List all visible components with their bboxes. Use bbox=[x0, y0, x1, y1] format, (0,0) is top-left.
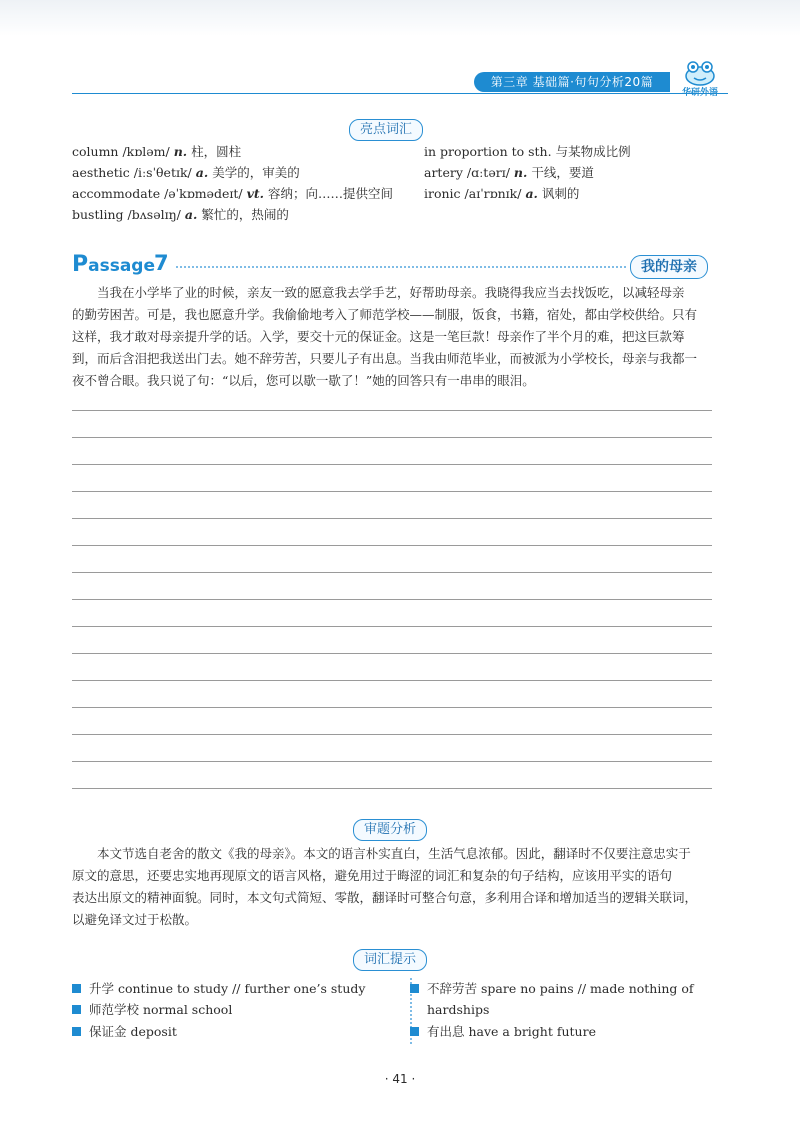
writing-line[interactable] bbox=[72, 572, 712, 573]
hint-text: 师范学校 normal school bbox=[89, 1002, 233, 1017]
title-dotted-rule bbox=[176, 266, 626, 268]
logo-text: 华研外语 bbox=[681, 88, 718, 98]
hint-text: 升学 continue to study // further one’s study bbox=[89, 981, 366, 996]
writing-line[interactable] bbox=[72, 437, 712, 438]
vocab-pos: n. bbox=[513, 165, 528, 180]
publisher-logo bbox=[672, 58, 728, 98]
bullet-square-icon bbox=[72, 1005, 81, 1014]
vocab-word: accommodate bbox=[72, 186, 161, 201]
writing-line[interactable] bbox=[72, 707, 712, 708]
hint-text: 不辞劳苦 spare no pains // made nothing of bbox=[427, 981, 694, 996]
vocab-list-left bbox=[72, 141, 393, 225]
writing-line[interactable] bbox=[72, 761, 712, 762]
vocab-meaning: 讽刺的 bbox=[541, 186, 580, 201]
vocab-entry bbox=[72, 183, 393, 204]
analysis-section-title: 审题分析 bbox=[353, 819, 427, 841]
vocab-phonetic: /aɪˈrɒnɪk/ bbox=[464, 186, 522, 201]
hint-text: 有出息 have a bright future bbox=[427, 1024, 596, 1039]
header-rule bbox=[72, 93, 728, 94]
analysis-line: 表达出原文的精神面貌。同时，本文句式简短、零散，翻译时可整合句意，多利用合译和增加适当的逻辑关联词， bbox=[72, 890, 698, 905]
vocab-pos: a. bbox=[195, 165, 209, 180]
writing-line[interactable] bbox=[72, 653, 712, 654]
writing-line[interactable] bbox=[72, 599, 712, 600]
writing-line[interactable] bbox=[72, 680, 712, 681]
hint-item bbox=[410, 978, 694, 999]
vocab-word: artery bbox=[424, 165, 463, 180]
hint-continuation: hardships bbox=[427, 1002, 490, 1017]
hint-text: 保证金 deposit bbox=[89, 1024, 177, 1039]
vocab-phonetic: /əˈkɒmədeɪt/ bbox=[164, 186, 243, 201]
vocab-entry bbox=[424, 141, 631, 162]
passage-line: 这样，我才敢对母亲提升学的话。入学，要交十元的保证金。这是一笔巨款！母亲作了半个月的难，把这巨款筹 bbox=[72, 329, 685, 344]
writing-line[interactable] bbox=[72, 545, 712, 546]
writing-line[interactable] bbox=[72, 734, 712, 735]
vocab-word: aesthetic bbox=[72, 165, 130, 180]
hint-item bbox=[72, 999, 232, 1020]
analysis-line: 以避免译文过于松散。 bbox=[72, 912, 198, 927]
analysis-line: 本文节选自老舍的散文《我的母亲》。本文的语言朴实直白，生活气息浓郁。因此，翻译时不仅要注意忠实于 bbox=[97, 846, 691, 861]
vocab-meaning: 柱，圆柱 bbox=[191, 144, 242, 159]
vocab-meaning: 繁忙的，热闹的 bbox=[201, 207, 289, 222]
bullet-square-icon bbox=[72, 984, 81, 993]
vocab-pos: vt. bbox=[246, 186, 264, 201]
vocab-meaning: 美学的，审美的 bbox=[212, 165, 300, 180]
bullet-square-icon bbox=[410, 984, 419, 993]
bullet-square-icon bbox=[72, 1027, 81, 1036]
vocab-word: ironic bbox=[424, 186, 461, 201]
vocab-entry bbox=[424, 183, 631, 204]
passage-label bbox=[72, 252, 155, 277]
passage-number: 7 bbox=[154, 251, 169, 275]
vocab-entry bbox=[72, 162, 393, 183]
vocab-word: column bbox=[72, 144, 119, 159]
hint-item bbox=[72, 1021, 177, 1042]
passage-paragraph bbox=[72, 282, 718, 392]
chapter-tab: 第三章 基础篇·句句分析20篇 bbox=[474, 72, 670, 92]
passage-title: 我的母亲 bbox=[630, 255, 708, 279]
passage-text bbox=[72, 282, 718, 392]
vocab-phonetic: /bʌsəlɪŋ/ bbox=[127, 207, 181, 222]
writing-line[interactable] bbox=[72, 491, 712, 492]
vocab-entry bbox=[72, 141, 393, 162]
vocab-meaning: 容纳；向……提供空间 bbox=[267, 186, 393, 201]
passage-line: 的勤劳困苦。可是，我也愿意升学。我偷偷地考入了师范学校——制服，饭食，书籍，宿处，都由学校供给。只有 bbox=[72, 307, 698, 322]
passage-line: 当我在小学毕了业的时候，亲友一致的愿意我去学手艺，好帮助母亲。我晓得我应当去找饭吃，以减轻母亲 bbox=[97, 285, 685, 300]
vocab-pos: a. bbox=[184, 207, 198, 222]
vocab-list-right bbox=[424, 141, 631, 204]
vocab-pos: n. bbox=[173, 144, 188, 159]
vocab-word: bustling bbox=[72, 207, 124, 222]
passage-line: 到，而后含泪把我送出门去。她不辞劳苦，只要儿子有出息。当我由师范毕业，而被派为小学校长，母亲与我都一 bbox=[72, 351, 698, 366]
hints-section-title: 词汇提示 bbox=[353, 949, 427, 971]
page-number: · 41 · bbox=[384, 1072, 416, 1086]
vocab-section-title: 亮点词汇 bbox=[349, 119, 423, 141]
writing-line[interactable] bbox=[72, 410, 712, 411]
writing-line[interactable] bbox=[72, 518, 712, 519]
vocab-entry bbox=[72, 204, 393, 225]
vocab-phonetic: /iːsˈθetɪk/ bbox=[133, 165, 192, 180]
writing-line[interactable] bbox=[72, 626, 712, 627]
analysis-line: 原文的意思，还要忠实地再现原文的语言风格，避免用过于晦涩的词汇和复杂的句子结构，应该用平实的语句 bbox=[72, 868, 673, 883]
passage-line: 夜不曾合眼。我只说了句：“以后，您可以歇一歇了！”她的回答只有一串串的眼泪。 bbox=[72, 373, 535, 388]
vocab-meaning: 与某物成比例 bbox=[555, 144, 631, 159]
vocab-meaning: 干线，要道 bbox=[531, 165, 594, 180]
writing-line[interactable] bbox=[72, 788, 712, 789]
frog-logo-icon bbox=[672, 58, 728, 86]
hint-item bbox=[72, 978, 365, 999]
passage-label-rest: assage bbox=[88, 256, 156, 276]
analysis-text bbox=[72, 843, 720, 931]
vocab-phonetic: /ɑːtərɪ/ bbox=[466, 165, 510, 180]
passage-label-initial: P bbox=[72, 252, 89, 277]
hint-item bbox=[410, 1021, 596, 1042]
vocab-word: in proportion to sth. bbox=[424, 144, 552, 159]
writing-line[interactable] bbox=[72, 464, 712, 465]
page-top-shade bbox=[0, 0, 800, 36]
vocab-phonetic: /kɒləm/ bbox=[122, 144, 170, 159]
vocab-pos: a. bbox=[525, 186, 538, 201]
vocab-entry bbox=[424, 162, 631, 183]
bullet-square-icon bbox=[410, 1027, 419, 1036]
